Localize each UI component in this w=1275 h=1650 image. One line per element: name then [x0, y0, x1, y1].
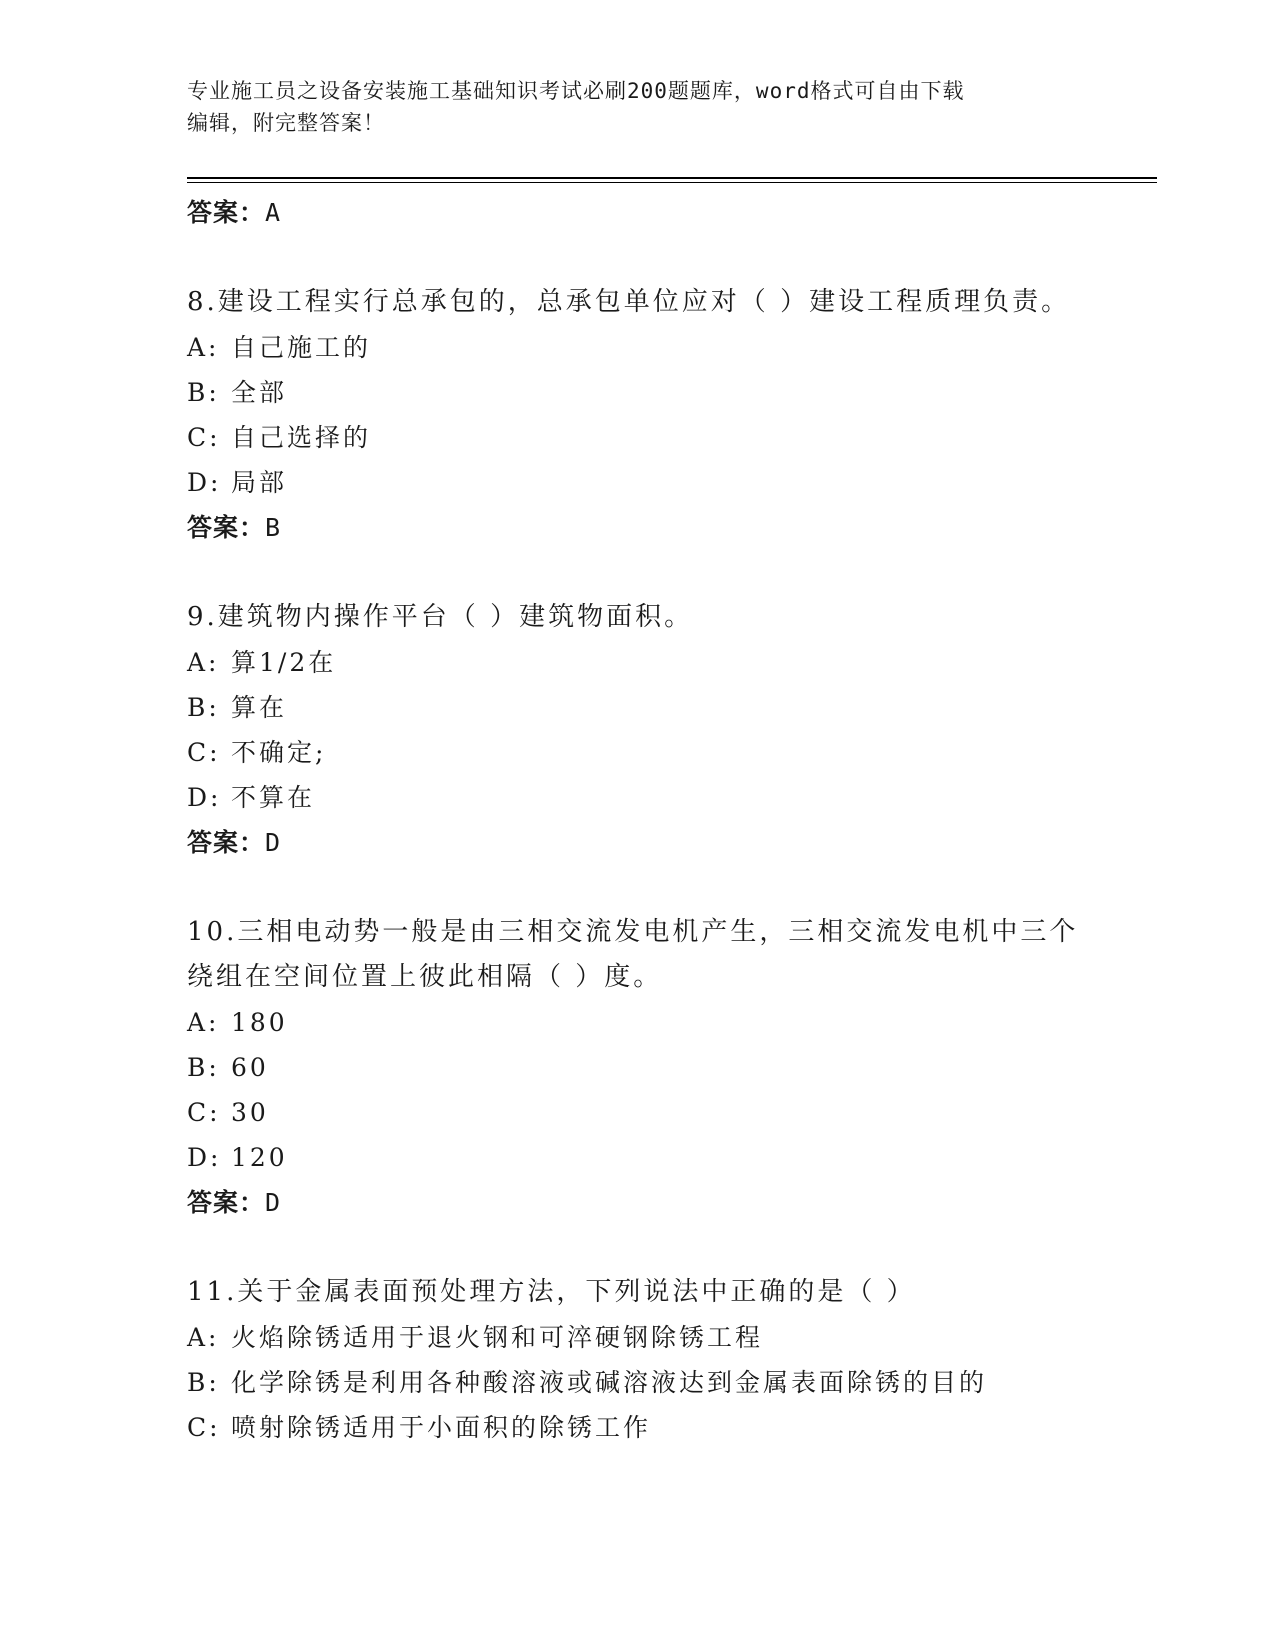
option-d [187, 1135, 1152, 1180]
answer-label: 答案： [187, 198, 266, 227]
option-text: 不算在 [231, 783, 316, 812]
answer-value: D [265, 828, 282, 857]
answer-value: D [265, 1188, 282, 1217]
option-key: A: [187, 648, 220, 677]
option-key: D: [187, 468, 222, 497]
option-b [187, 370, 1152, 415]
option-d [187, 460, 1152, 505]
question-text: 11.关于金属表面预处理方法，下列说法中正确的是（ ） [187, 1277, 916, 1307]
option-text: 30 [231, 1098, 269, 1127]
option-c [187, 1405, 1152, 1450]
answer-value: A [265, 198, 282, 227]
header-rule-thick [187, 177, 1157, 179]
option-key: D: [187, 783, 222, 812]
option-a [187, 325, 1152, 370]
option-a [187, 1315, 1152, 1360]
option-key: C: [187, 423, 221, 452]
option-key: B: [187, 1368, 220, 1397]
option-key: A: [187, 1323, 220, 1352]
header-rule-thin [187, 182, 1157, 183]
option-key: B: [187, 378, 220, 407]
question-11 [187, 1270, 1152, 1450]
option-text: 火焰除锈适用于退火钢和可淬硬钢除锈工程 [231, 1323, 764, 1352]
question-list [187, 190, 1152, 1450]
option-text: 不确定; [231, 738, 327, 767]
option-c [187, 415, 1152, 460]
option-a [187, 1000, 1152, 1045]
option-text: 自己选择的 [231, 423, 372, 452]
option-c [187, 730, 1152, 775]
answer-value: B [265, 513, 282, 542]
option-b [187, 1360, 1152, 1405]
question-10 [187, 910, 1152, 1226]
option-text: 算在 [231, 693, 288, 722]
header-line-2: 编辑，附完整答案！ [187, 111, 385, 135]
option-key: C: [187, 1098, 221, 1127]
option-text: 算1/2在 [231, 648, 337, 677]
option-d [187, 775, 1152, 820]
option-a [187, 640, 1152, 685]
answer [187, 505, 1152, 551]
answer [187, 1180, 1152, 1226]
option-key: B: [187, 693, 220, 722]
question-8 [187, 280, 1152, 551]
option-text: 全部 [231, 378, 288, 407]
answer-label: 答案： [187, 828, 266, 857]
question-text: 10.三相电动势一般是由三相交流发电机产生，三相交流发电机中三个绕组在空间位置上彼此相隔（ ）度。 [187, 917, 1079, 992]
option-text: 120 [231, 1143, 288, 1172]
option-text: 180 [231, 1008, 288, 1037]
option-key: A: [187, 333, 220, 362]
option-c [187, 1090, 1152, 1135]
option-text: 局部 [231, 468, 288, 497]
option-b [187, 1045, 1152, 1090]
option-key: C: [187, 1413, 221, 1442]
document-header [187, 75, 1067, 139]
option-key: C: [187, 738, 221, 767]
answer-label: 答案： [187, 1188, 266, 1217]
header-line-1: 专业施工员之设备安装施工基础知识考试必刷200题题库，word格式可自由下载 [187, 79, 965, 103]
question-text: 8.建设工程实行总承包的，总承包单位应对（ ）建设工程质理负责。 [187, 287, 1071, 317]
option-key: D: [187, 1143, 222, 1172]
option-key: B: [187, 1053, 220, 1082]
answer [187, 820, 1152, 866]
previous-answer [187, 190, 1152, 236]
answer-label: 答案： [187, 513, 266, 542]
question-text: 9.建筑物内操作平台（ ）建筑物面积。 [187, 602, 694, 632]
question-9 [187, 595, 1152, 866]
option-text: 化学除锈是利用各种酸溶液或碱溶液达到金属表面除锈的目的 [231, 1368, 988, 1397]
option-text: 自己施工的 [231, 333, 372, 362]
option-key: A: [187, 1008, 220, 1037]
option-b [187, 685, 1152, 730]
option-text: 喷射除锈适用于小面积的除锈工作 [231, 1413, 652, 1442]
option-text: 60 [231, 1053, 269, 1082]
